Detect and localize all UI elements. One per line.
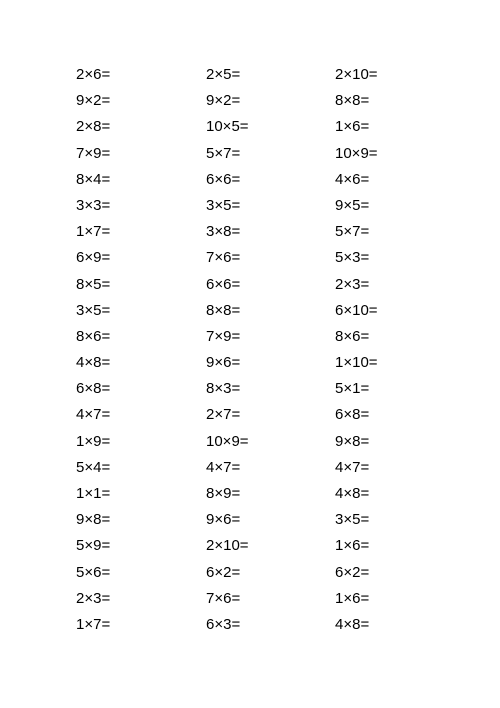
multiplication-problem: 5×1=: [335, 380, 370, 398]
multiplication-problem: 6×2=: [206, 563, 241, 581]
multiplication-problem: 1×6=: [335, 537, 370, 555]
multiplication-problem: 9×5=: [335, 196, 370, 214]
multiplication-problem: 6×9=: [76, 249, 111, 267]
multiplication-problem: 5×7=: [206, 144, 241, 162]
multiplication-problem: 2×3=: [335, 275, 370, 293]
multiplication-problem: 4×7=: [335, 458, 370, 476]
multiplication-problem: 1×6=: [335, 589, 370, 607]
multiplication-problem: 5×9=: [76, 537, 111, 555]
multiplication-problem: 6×6=: [206, 275, 241, 293]
multiplication-problem: 8×3=: [206, 380, 241, 398]
multiplication-problem: 7×6=: [206, 249, 241, 267]
multiplication-problem: 10×9=: [206, 432, 249, 450]
multiplication-problem: 1×1=: [76, 485, 111, 502]
multiplication-problem: 3×5=: [76, 301, 111, 319]
multiplication-problem: 5×3=: [335, 249, 370, 267]
multiplication-problem: 4×8=: [335, 615, 370, 633]
multiplication-problem: 8×8=: [335, 92, 370, 110]
multiplication-problem: 8×8=: [206, 301, 241, 319]
multiplication-problem: 2×10=: [206, 537, 249, 555]
multiplication-problem: 8×5=: [76, 275, 111, 293]
multiplication-problem: 4×7=: [76, 406, 111, 424]
multiplication-problem: 8×9=: [206, 485, 241, 502]
multiplication-problem: 7×6=: [206, 589, 241, 607]
multiplication-problem: 5×6=: [76, 563, 111, 581]
multiplication-problem: 9×8=: [335, 432, 370, 450]
multiplication-problem: 1×7=: [76, 223, 111, 241]
multiplication-problem: 5×4=: [76, 458, 111, 476]
multiplication-problem: 9×2=: [76, 92, 111, 110]
multiplication-problem: 3×5=: [335, 511, 370, 529]
multiplication-problem: 6×2=: [335, 563, 370, 581]
multiplication-problem: 9×6=: [206, 511, 241, 529]
multiplication-problem: 6×3=: [206, 615, 241, 633]
multiplication-problem: 1×10=: [335, 354, 378, 372]
multiplication-problem: 4×8=: [76, 354, 111, 372]
multiplication-problem: 8×6=: [76, 327, 111, 345]
multiplication-problem: 3×8=: [206, 223, 241, 241]
multiplication-problem: 10×5=: [206, 118, 249, 136]
multiplication-problem: 6×10=: [335, 301, 378, 319]
multiplication-problem: 3×5=: [206, 196, 241, 214]
multiplication-problem: 6×8=: [335, 406, 370, 424]
multiplication-problem: 7×9=: [76, 144, 111, 162]
multiplication-problem: 8×4=: [76, 170, 111, 188]
multiplication-problem: 10×9=: [335, 144, 378, 162]
multiplication-problem: 2×7=: [206, 406, 241, 424]
multiplication-problem: 4×6=: [335, 170, 370, 188]
multiplication-problem: 4×8=: [335, 485, 370, 502]
multiplication-problem: 2×3=: [76, 589, 111, 607]
multiplication-problem: 2×6=: [76, 66, 111, 83]
multiplication-problem: 2×10=: [335, 66, 378, 83]
multiplication-problem: 9×2=: [206, 92, 241, 110]
multiplication-problem: 5×7=: [335, 223, 370, 241]
multiplication-problem: 6×6=: [206, 170, 241, 188]
multiplication-problem: 9×8=: [76, 511, 111, 529]
multiplication-problem: 1×6=: [335, 118, 370, 136]
multiplication-problem: 2×8=: [76, 118, 111, 136]
multiplication-problem: 1×7=: [76, 615, 111, 633]
multiplication-problem: 1×9=: [76, 432, 111, 450]
multiplication-problem: 6×8=: [76, 380, 111, 398]
multiplication-problem-grid: [76, 62, 416, 638]
multiplication-problem: 7×9=: [206, 327, 241, 345]
multiplication-problem: 3×3=: [76, 196, 111, 214]
multiplication-problem: 8×6=: [335, 327, 370, 345]
multiplication-problem: 2×5=: [206, 66, 241, 83]
multiplication-problem: 4×7=: [206, 458, 241, 476]
multiplication-problem: 9×6=: [206, 354, 241, 372]
